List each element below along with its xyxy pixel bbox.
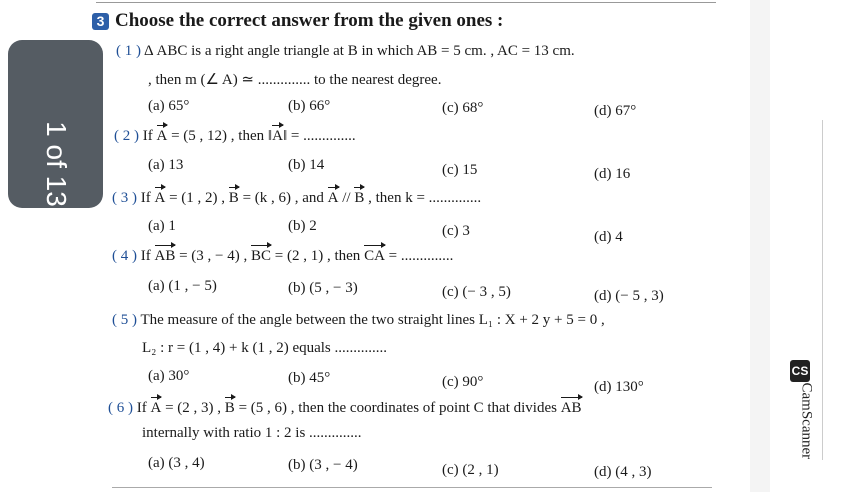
question-3-option-b[interactable]: (b) 2 — [288, 218, 317, 234]
question-1-option-d[interactable]: (d) 67° — [594, 103, 637, 119]
question-4-line-1 — [112, 248, 453, 265]
vector-a-norm: A — [272, 128, 283, 144]
question-5-line-1 — [112, 312, 605, 329]
vector-b: B — [228, 190, 239, 206]
question-6-option-b[interactable]: (b) (3 , − 4) — [288, 457, 358, 473]
question-5-number: ( 5 ) — [112, 312, 137, 328]
vector-ab: AB — [560, 400, 582, 416]
question-2-line-1 — [114, 128, 356, 145]
question-3-option-c[interactable]: (c) 3 — [442, 223, 470, 239]
page-gutter — [750, 0, 770, 492]
question-3-text-3: // — [338, 190, 355, 206]
question-5-line-2: L₂ : r = (1 , 4) + k (1 , 2) equals .............. — [142, 340, 388, 356]
vector-ab: AB — [154, 248, 176, 264]
page-edge — [822, 120, 849, 460]
heading-text: Choose the correct answer from the given ones : — [115, 10, 504, 31]
question-4-option-a[interactable]: (a) (1 , − 5) — [148, 278, 217, 294]
page-indicator[interactable] — [8, 40, 103, 208]
question-1-text: Δ ABC is a right angle triangle at B in which AB = 5 cm. , AC = 13 cm. — [143, 43, 575, 59]
question-2-number: ( 2 ) — [114, 128, 139, 144]
vector-a: A — [156, 128, 168, 144]
question-1-option-c[interactable]: (c) 68° — [442, 100, 484, 116]
question-5-option-b[interactable]: (b) 45° — [288, 370, 331, 386]
question-6-option-c[interactable]: (c) (2 , 1) — [442, 462, 499, 478]
bottom-rule — [112, 487, 712, 488]
vector-b-2: B — [354, 190, 365, 206]
question-6-option-a[interactable]: (a) (3 , 4) — [148, 455, 205, 471]
question-1-line-1 — [116, 43, 575, 60]
question-4-number: ( 4 ) — [112, 248, 137, 264]
section-heading — [92, 10, 503, 32]
question-1-option-b[interactable]: (b) 66° — [288, 98, 331, 114]
vector-a-2: A — [327, 190, 339, 206]
heading-number: 3 — [92, 13, 109, 30]
vector-ca: CA — [364, 248, 385, 264]
question-3-line-1 — [112, 190, 481, 207]
question-4-text-1: = (3 , − 4) , — [179, 248, 252, 264]
question-3-option-a[interactable]: (a) 1 — [148, 218, 176, 234]
camscanner-watermark — [790, 360, 815, 480]
question-2-option-c[interactable]: (c) 15 — [442, 162, 478, 178]
vector-a: A — [154, 190, 166, 206]
question-4-text-if: If — [140, 248, 151, 264]
question-6-line-1 — [108, 400, 582, 417]
question-2-text-mid: = (5 , 12) , then ‖ — [171, 128, 273, 144]
question-3-text-4: , then k = .............. — [364, 190, 482, 206]
question-6-number: ( 6 ) — [108, 400, 133, 416]
camscanner-logo-icon: CS — [790, 360, 810, 382]
question-2-option-a[interactable]: (a) 13 — [148, 157, 184, 173]
top-rule — [96, 2, 716, 3]
question-1-line-2: , then m (∠ A) ≃ .............. to the nearest degree. — [148, 72, 442, 88]
question-6-option-d[interactable]: (d) (4 , 3) — [594, 464, 652, 480]
question-5-option-c[interactable]: (c) 90° — [442, 374, 484, 390]
vector-bc: BC — [251, 248, 272, 264]
question-4-option-d[interactable]: (d) (− 5 , 3) — [594, 288, 664, 304]
question-2-text-if: If — [142, 128, 153, 144]
question-4-option-c[interactable]: (c) (− 3 , 5) — [442, 284, 511, 300]
question-5-option-a[interactable]: (a) 30° — [148, 368, 190, 384]
question-2-text-post: ‖ = .............. — [282, 128, 356, 144]
question-6-text-2: = (5 , 6) , then the coordinates of point C that divides — [238, 400, 561, 416]
question-6-text-if: If — [136, 400, 147, 416]
question-4-text-2: = (2 , 1) , then — [274, 248, 365, 264]
question-4-option-b[interactable]: (b) (5 , − 3) — [288, 280, 358, 296]
question-6-text-1: = (2 , 3) , — [165, 400, 225, 416]
camscanner-text: CamScanner — [798, 382, 815, 460]
question-5-text: The measure of the angle between the two straight lines L₁ : X + 2 y + 5 = 0 , — [140, 312, 605, 328]
question-3-option-d[interactable]: (d) 4 — [594, 229, 623, 245]
vector-b: B — [224, 400, 235, 416]
question-4-text-3: = .............. — [384, 248, 454, 264]
question-6-line-2: internally with ratio 1 : 2 is .............. — [142, 425, 362, 441]
question-3-number: ( 3 ) — [112, 190, 137, 206]
question-3-text-if: If — [140, 190, 151, 206]
question-1-option-a[interactable]: (a) 65° — [148, 98, 190, 114]
question-5-option-d[interactable]: (d) 130° — [594, 379, 644, 395]
question-3-text-1: = (1 , 2) , — [169, 190, 229, 206]
question-2-option-b[interactable]: (b) 14 — [288, 157, 325, 173]
question-3-text-2: = (k , 6) , and — [242, 190, 328, 206]
question-2-option-d[interactable]: (d) 16 — [594, 166, 631, 182]
vector-a: A — [150, 400, 162, 416]
page-indicator-text: 1 of 13 — [41, 121, 72, 207]
question-1-number: ( 1 ) — [116, 43, 141, 59]
